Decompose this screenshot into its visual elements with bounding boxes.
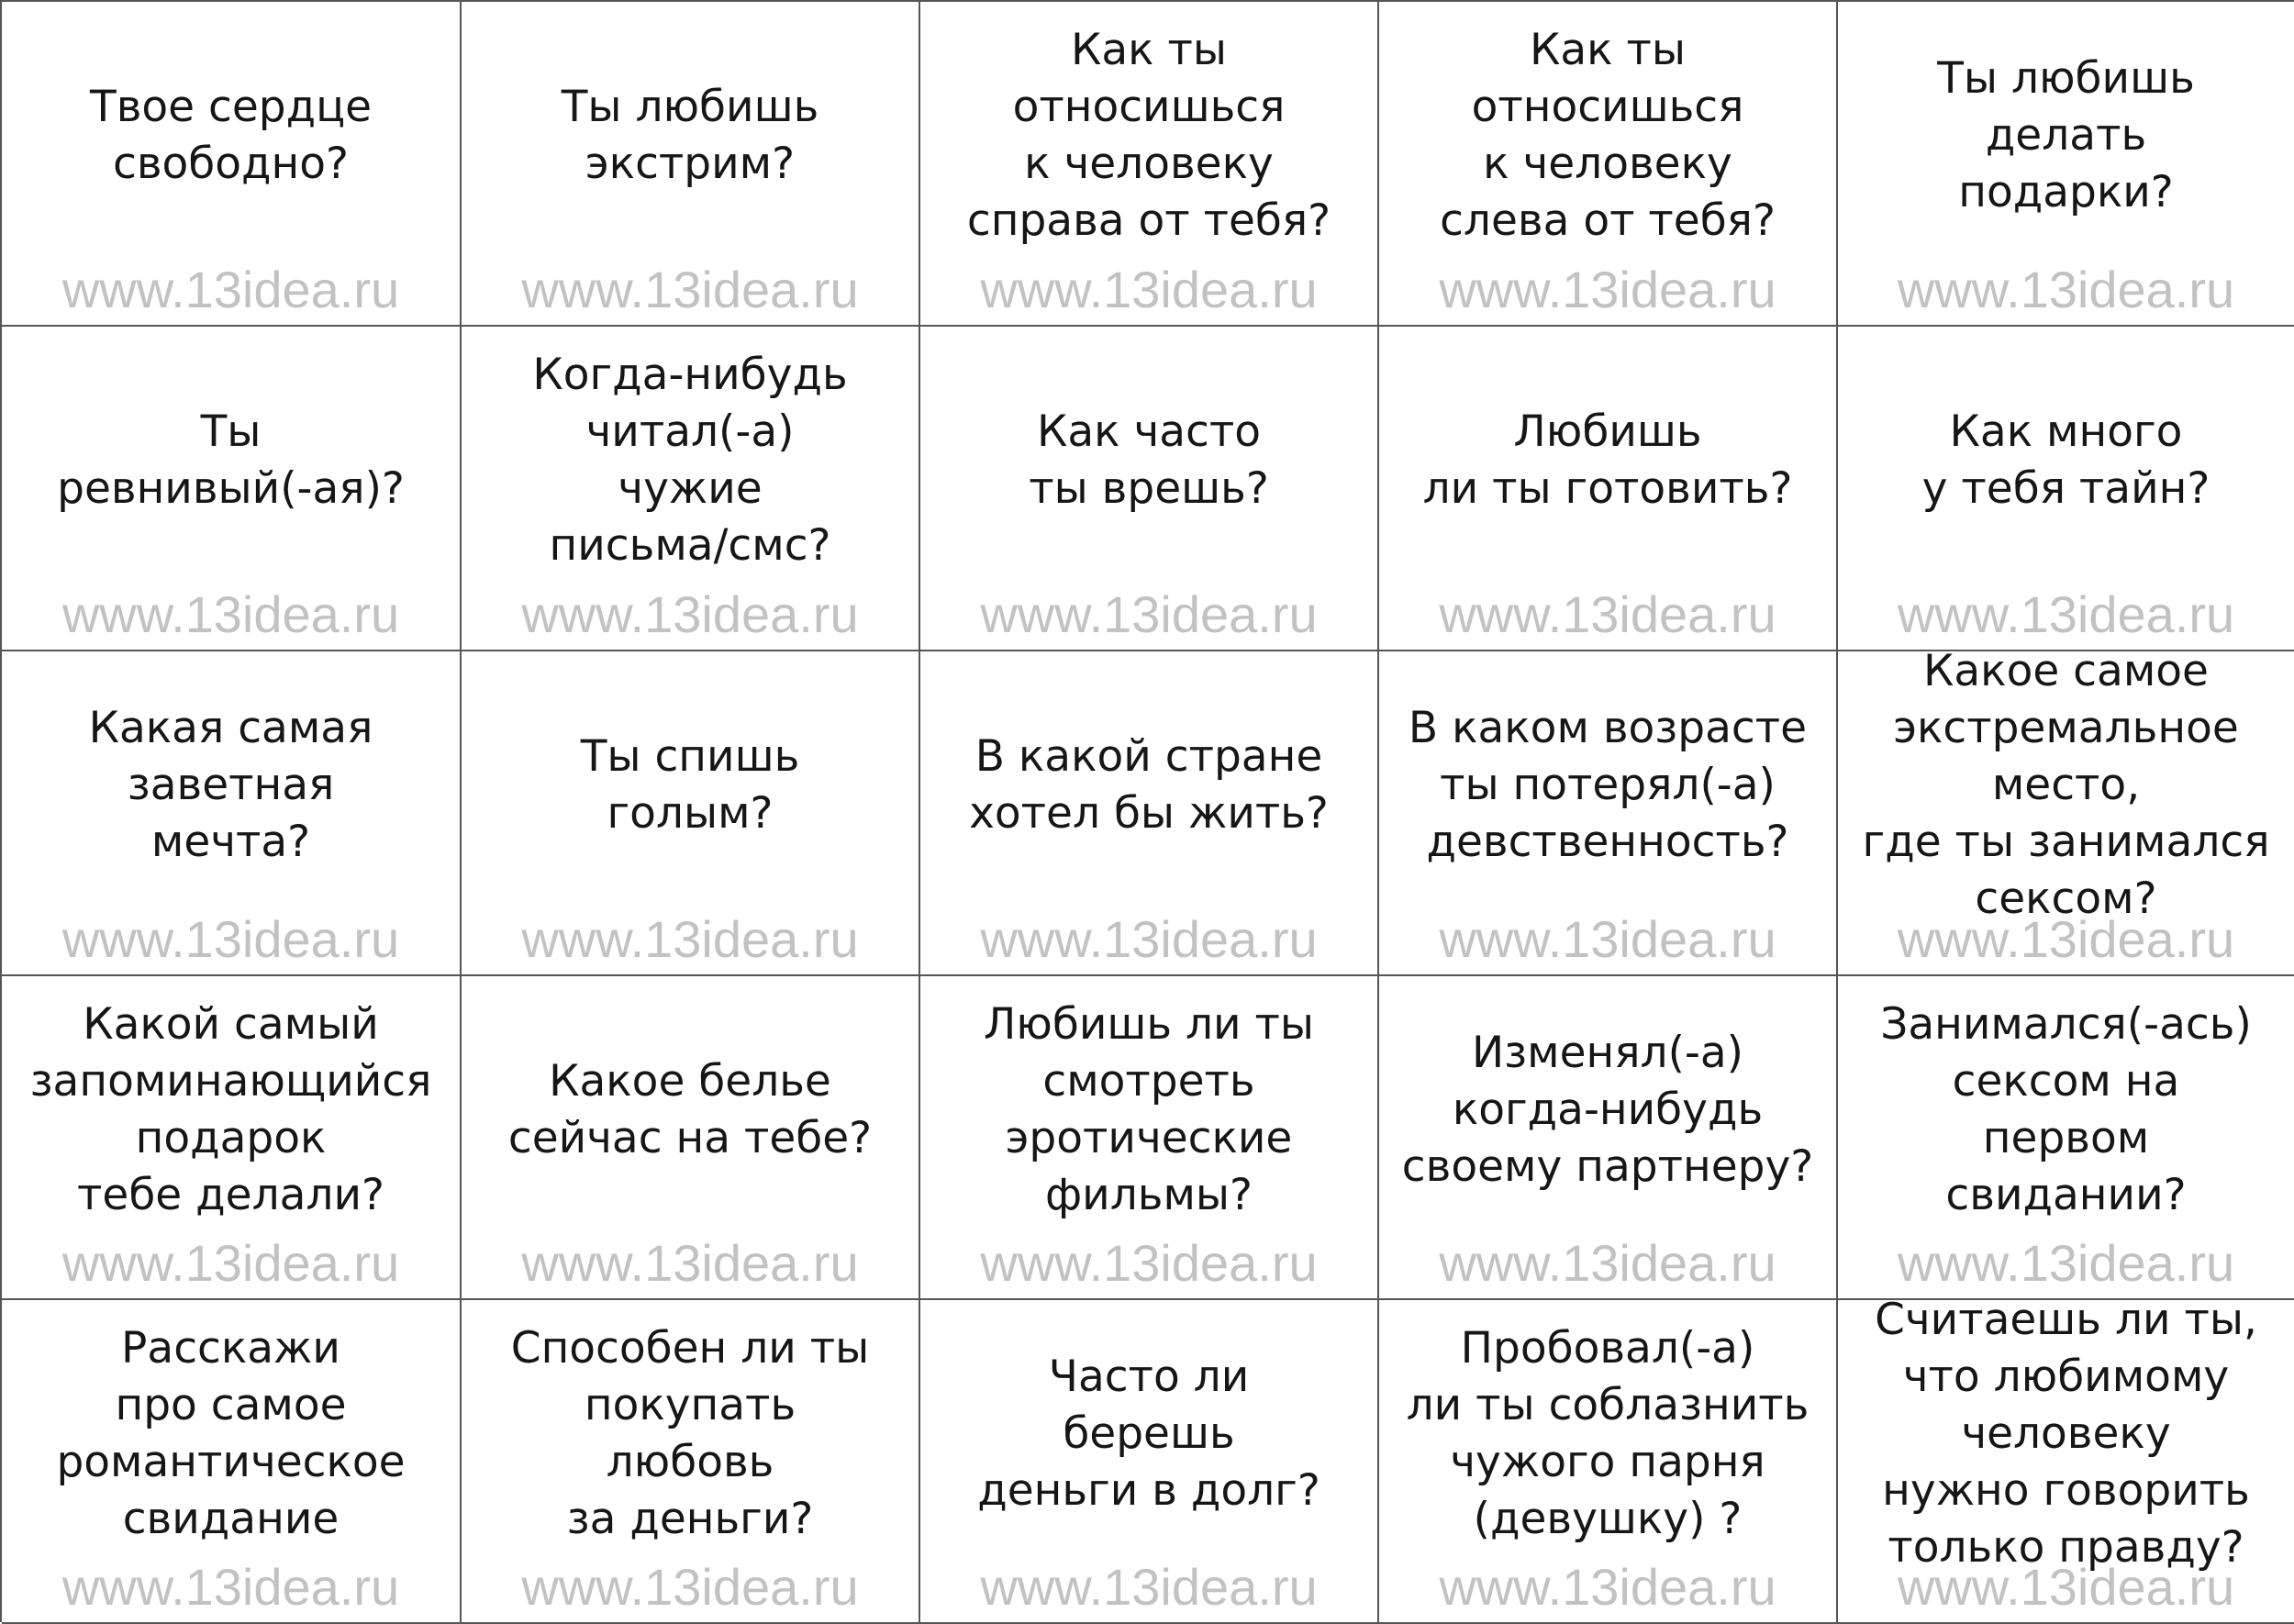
- question-card: [1838, 1300, 2294, 1624]
- watermark-text: www.13idea.ru: [61, 910, 400, 968]
- question-card: [1379, 2, 1838, 327]
- question-card: [462, 2, 920, 327]
- watermark-text: www.13idea.ru: [61, 1234, 400, 1292]
- question-card: [2, 1300, 462, 1624]
- question-text: Ты любишь делать подарки?: [1937, 53, 2195, 217]
- question-card: [1379, 651, 1838, 976]
- question-text: Какое белье сейчас на тебе?: [507, 1055, 873, 1163]
- question-card: [1838, 651, 2294, 976]
- question-text: Любишь ли ты смотреть эротические фильмы?: [983, 998, 1315, 1220]
- watermark-text: www.13idea.ru: [1897, 1234, 2235, 1292]
- question-text: Какое самое экстремальное место, где ты занимался сексом?: [1862, 651, 2270, 924]
- question-card: [462, 976, 920, 1300]
- question-card: [920, 2, 1379, 327]
- question-text: Как ты относишься к человеку слева от тебя?: [1440, 25, 1776, 246]
- watermark-text: www.13idea.ru: [521, 1234, 859, 1292]
- question-card: [462, 651, 920, 976]
- question-card: [1838, 327, 2294, 651]
- watermark-text: www.13idea.ru: [1439, 261, 1776, 318]
- question-text: Как часто ты врешь?: [1029, 406, 1269, 514]
- watermark-text: www.13idea.ru: [1439, 910, 1776, 968]
- question-card: [1379, 327, 1838, 651]
- watermark-text: www.13idea.ru: [1897, 585, 2235, 643]
- question-text: Считаешь ли ты, что любимому человеку нужно говорить только правду?: [1875, 1300, 2257, 1573]
- watermark-text: www.13idea.ru: [521, 1558, 859, 1616]
- watermark-text: www.13idea.ru: [1439, 1558, 1776, 1616]
- watermark-text: www.13idea.ru: [61, 585, 400, 643]
- question-card: [2, 651, 462, 976]
- question-text: Ты спишь голым?: [580, 731, 800, 839]
- watermark-text: www.13idea.ru: [1439, 1234, 1776, 1292]
- question-text: Расскажи про самое романтическое свидание: [56, 1322, 406, 1544]
- question-text: Ты ревнивый(-ая)?: [57, 406, 405, 514]
- watermark-text: www.13idea.ru: [1897, 1558, 2235, 1616]
- question-card: [920, 651, 1379, 976]
- question-text: Часто ли берешь деньги в долг?: [977, 1351, 1320, 1516]
- question-text: Твое сердце свободно?: [89, 82, 372, 189]
- question-text: Занимался(-ась) сексом на первом свидании?: [1880, 998, 2252, 1220]
- watermark-text: www.13idea.ru: [1897, 910, 2235, 968]
- watermark-text: www.13idea.ru: [980, 1234, 1318, 1292]
- watermark-text: www.13idea.ru: [980, 910, 1318, 968]
- watermark-text: www.13idea.ru: [980, 585, 1318, 643]
- question-card: [1379, 1300, 1838, 1624]
- watermark-text: www.13idea.ru: [521, 910, 859, 968]
- question-card: [920, 1300, 1379, 1624]
- watermark-text: www.13idea.ru: [521, 261, 859, 318]
- question-text: Как много у тебя тайн?: [1921, 406, 2210, 514]
- question-text: Любишь ли ты готовить?: [1422, 406, 1793, 514]
- question-text: Изменял(-а) когда-нибудь своему партнеру?: [1401, 1027, 1814, 1192]
- question-card: [462, 327, 920, 651]
- watermark-text: www.13idea.ru: [61, 1558, 400, 1616]
- watermark-text: www.13idea.ru: [980, 1558, 1318, 1616]
- question-card: [2, 327, 462, 651]
- question-card: [462, 1300, 920, 1624]
- question-card: [1838, 976, 2294, 1300]
- question-text: Когда-нибудь читал(-а) чужие письма/смс?: [532, 350, 848, 571]
- watermark-text: www.13idea.ru: [521, 585, 859, 643]
- question-text: В каком возрасте ты потерял(-а) девственность?: [1408, 703, 1808, 867]
- question-text: Какая самая заветная мечта?: [88, 703, 373, 867]
- question-card: [2, 2, 462, 327]
- question-card: [920, 327, 1379, 651]
- question-card: [2, 976, 462, 1300]
- watermark-text: www.13idea.ru: [1439, 585, 1776, 643]
- watermark-text: www.13idea.ru: [980, 261, 1318, 318]
- question-card: [1838, 2, 2294, 327]
- question-card: [920, 976, 1379, 1300]
- watermark-text: www.13idea.ru: [1897, 261, 2235, 318]
- question-text: В какой стране хотел бы жить?: [969, 731, 1329, 839]
- question-card: [1379, 976, 1838, 1300]
- question-text: Какой самый запоминающийся подарок тебе делали?: [29, 998, 432, 1220]
- question-text: Ты любишь экстрим?: [561, 82, 819, 189]
- question-text: Пробовал(-а) ли ты соблазнить чужого парня (девушку) ?: [1406, 1322, 1810, 1544]
- watermark-text: www.13idea.ru: [61, 261, 400, 318]
- question-text: Как ты относишься к человеку справа от тебя?: [966, 25, 1331, 246]
- question-text: Способен ли ты покупать любовь за деньги?: [510, 1322, 870, 1544]
